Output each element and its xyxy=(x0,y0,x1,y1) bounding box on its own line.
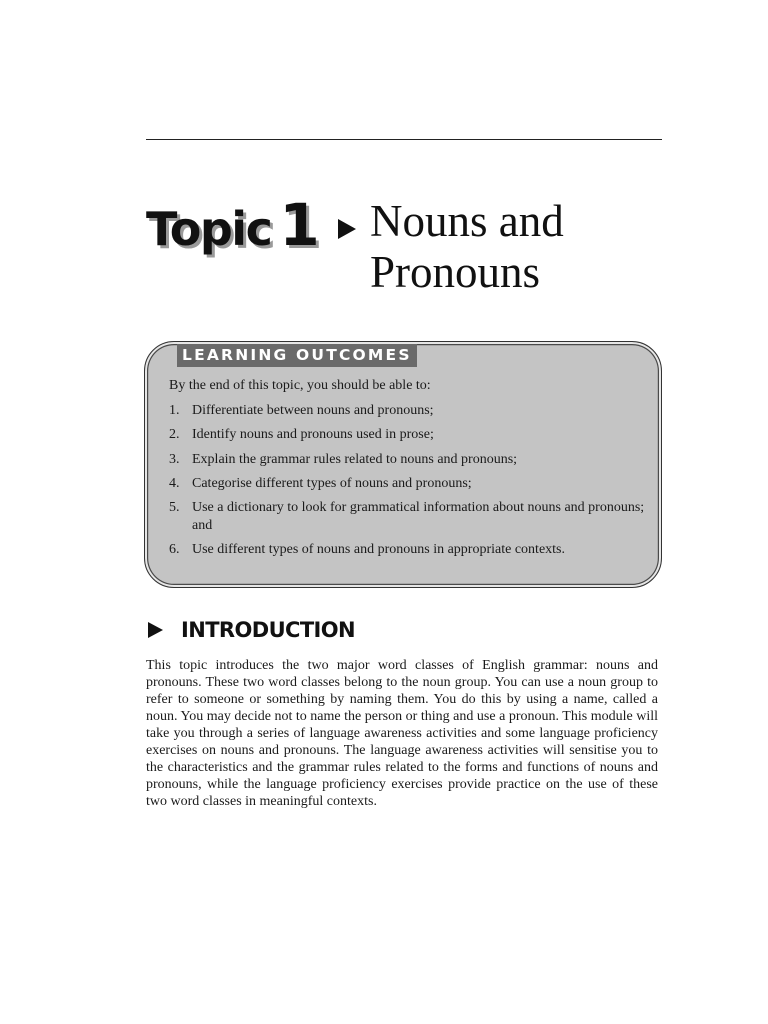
outcome-item xyxy=(169,426,649,444)
introduction-paragraph: This topic introduces the two major word classes of English grammar: nouns and pronouns. These two word classes belong to the noun group. You can use a noun group to refer to someone or something by naming them. You do this by using a name, called a noun. You may decide not to name the person or thing and use a pronoun. This module will take you through a series of language awareness activities and some language proficiency exercises on nouns and pronouns. The language awareness activities will sensitise you to the characteristics and the grammar rules related to the forms and functions of nouns and pronouns, while the language proficiency exercises provide practice on the use of these two word classes in meaningful contexts. xyxy=(146,658,658,809)
outcome-item xyxy=(169,475,649,493)
triangle-right-icon xyxy=(148,622,163,638)
topic-number: 1 xyxy=(279,191,319,259)
outcome-text: Explain the grammar rules related to nouns and pronouns; xyxy=(192,451,518,467)
triangle-right-icon xyxy=(338,219,356,239)
learning-outcomes-intro: By the end of this topic, you should be able to: xyxy=(169,378,431,393)
outcome-number: 4. xyxy=(169,475,180,491)
outcome-number: 6. xyxy=(169,542,180,558)
learning-outcomes-list xyxy=(169,402,649,566)
outcome-text: Use a dictionary to look for grammatical information about nouns and pronouns; and xyxy=(192,500,645,534)
outcome-item xyxy=(169,541,649,559)
outcome-item xyxy=(169,402,649,420)
outcome-number: 5. xyxy=(169,500,180,516)
learning-outcomes-heading: LEARNING OUTCOMES xyxy=(177,344,417,367)
outcome-number: 3. xyxy=(169,451,180,467)
topic-word: Topic xyxy=(146,202,272,256)
topic-label xyxy=(146,191,319,259)
introduction-heading: INTRODUCTION xyxy=(181,618,355,642)
outcome-item xyxy=(169,451,649,469)
outcome-item xyxy=(169,499,649,535)
outcome-text: Differentiate between nouns and pronouns; xyxy=(192,403,434,418)
outcome-text: Categorise different types of nouns and pronouns; xyxy=(192,475,472,491)
outcome-text: Use different types of nouns and pronouns in appropriate contexts. xyxy=(192,542,565,558)
outcome-number: 1. xyxy=(169,403,180,418)
topic-title: Nouns and Pronouns xyxy=(370,196,564,297)
outcome-text: Identify nouns and pronouns used in prose; xyxy=(192,427,434,443)
top-rule xyxy=(146,139,662,140)
outcome-number: 2. xyxy=(169,427,180,443)
